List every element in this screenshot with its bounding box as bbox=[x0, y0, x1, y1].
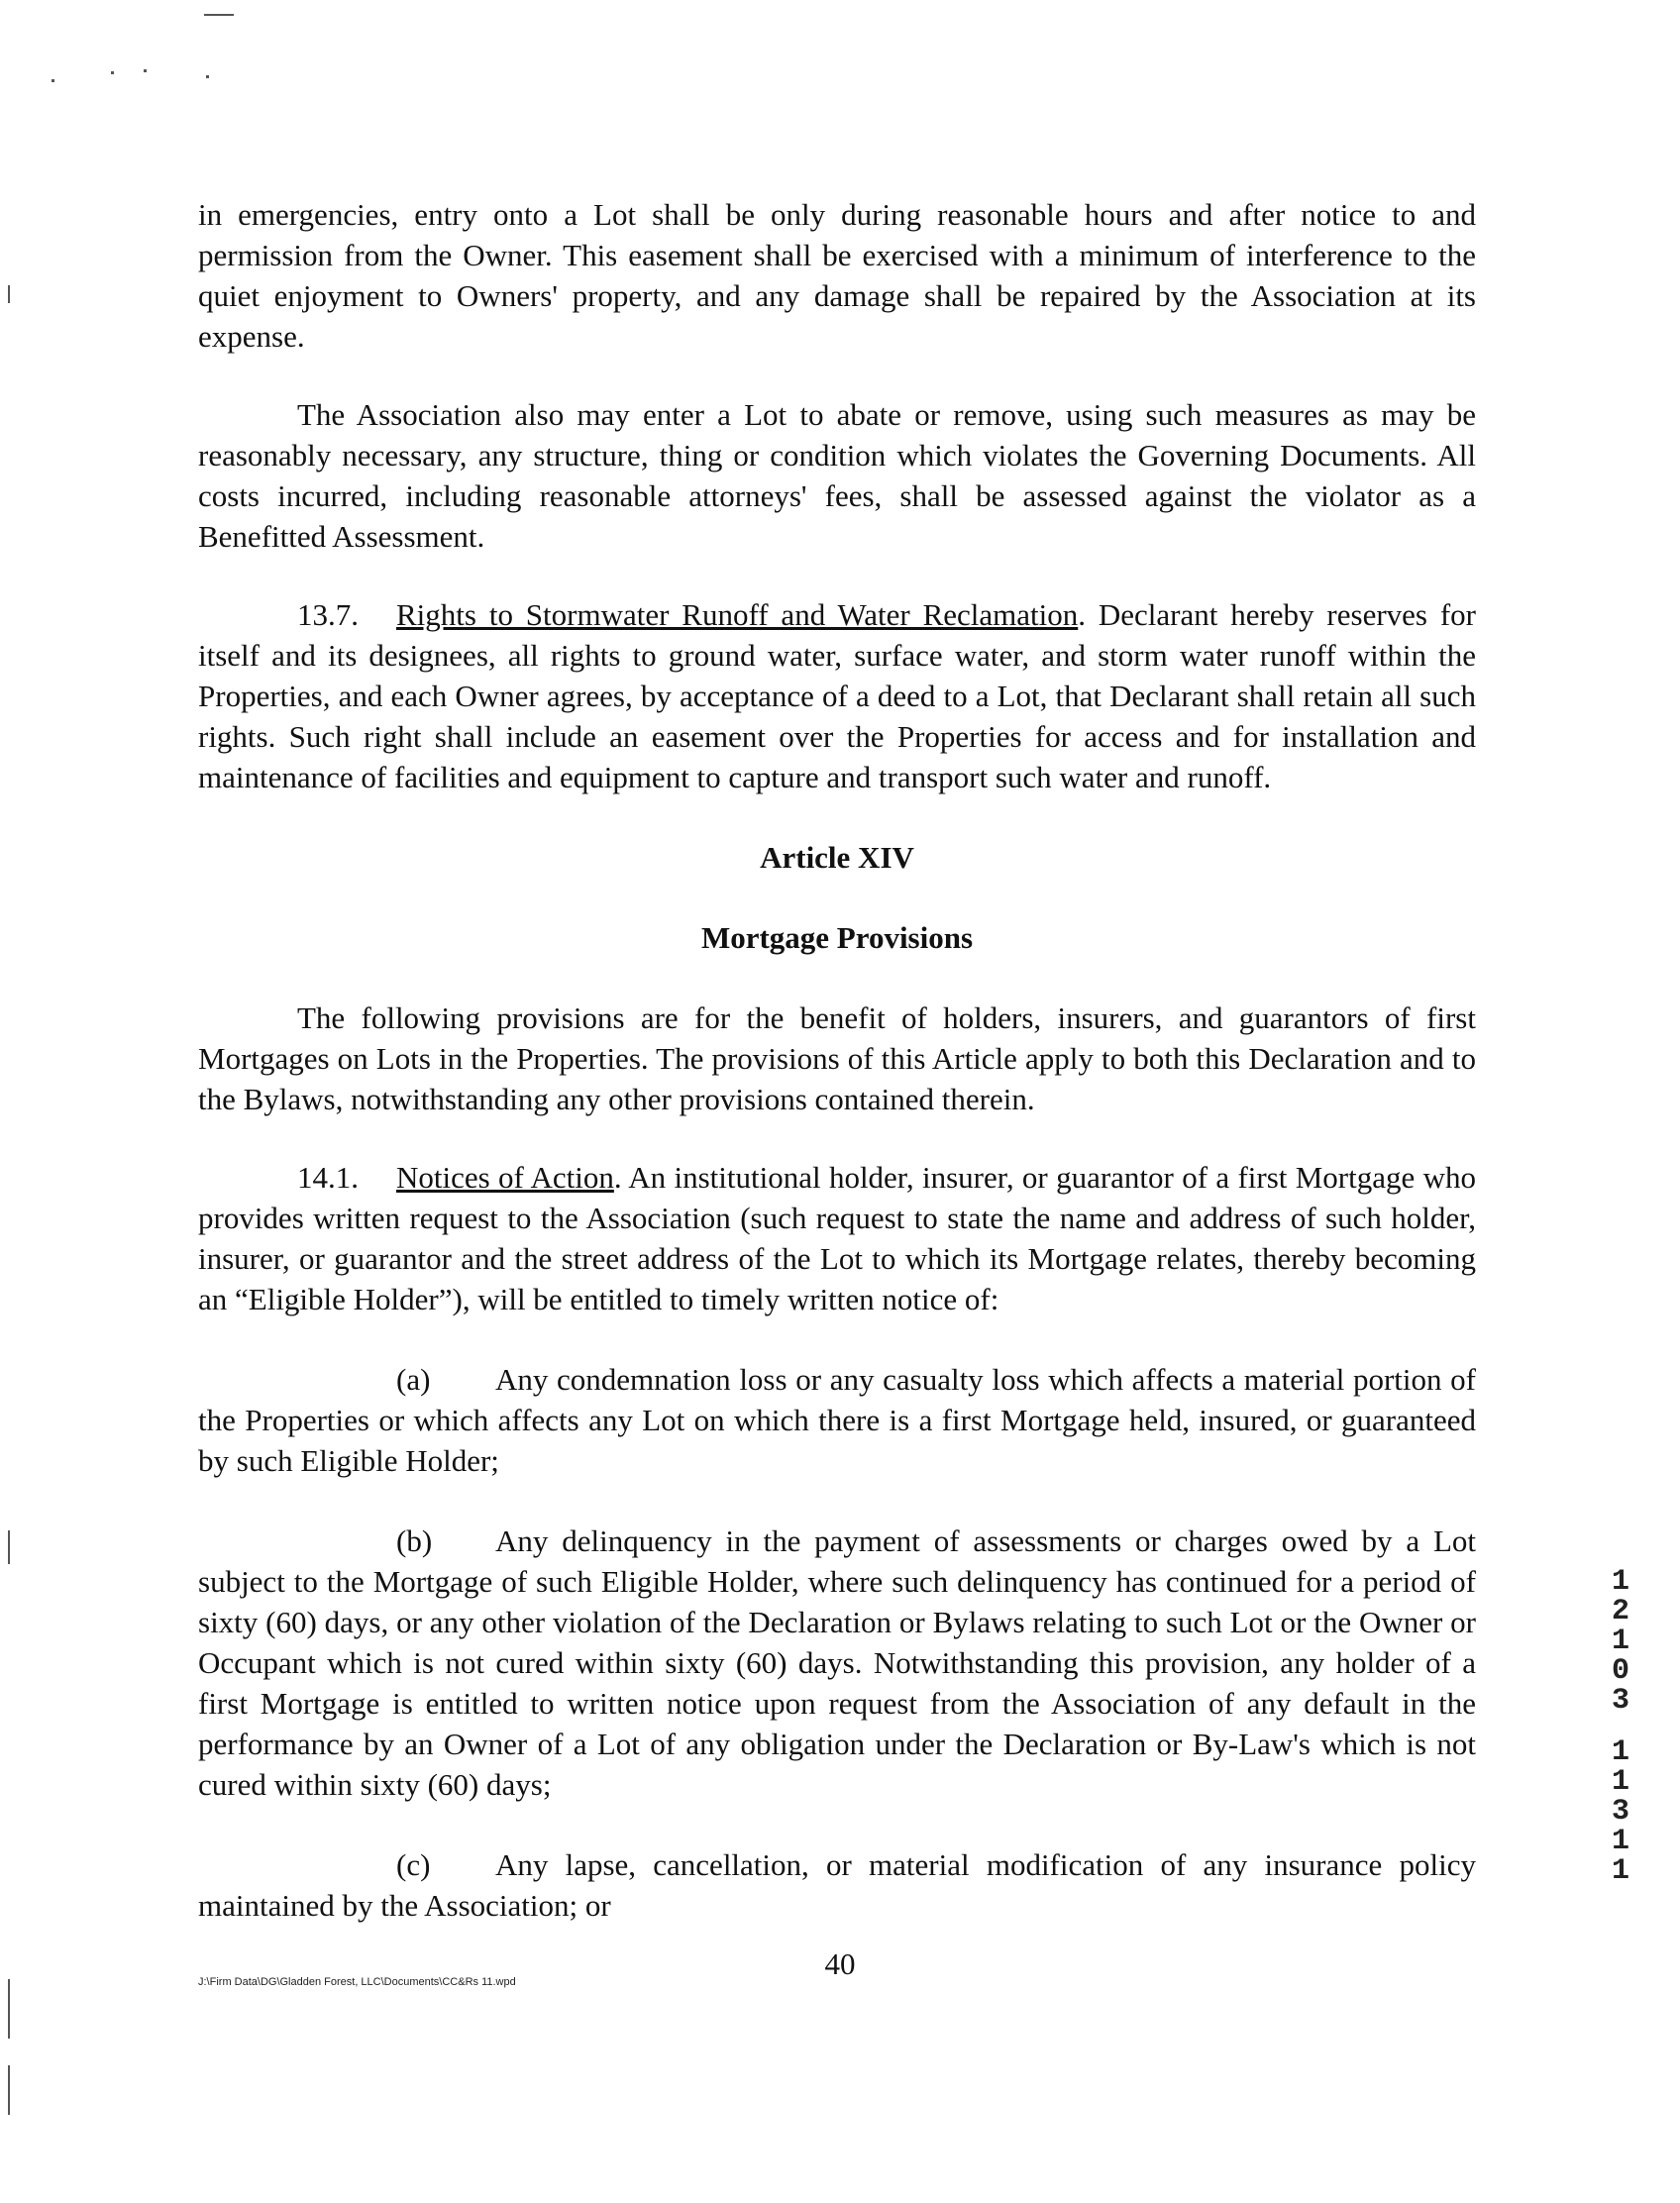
section-title: Notices of Action bbox=[396, 1160, 614, 1195]
recording-digit: 2 bbox=[1611, 1595, 1629, 1628]
recording-digit: 1 bbox=[1611, 1735, 1629, 1769]
scan-mark bbox=[144, 69, 147, 72]
section-title: Rights to Stormwater Runoff and Water Reclamation bbox=[396, 597, 1079, 632]
page-number: 40 bbox=[824, 1946, 856, 1981]
scan-mark bbox=[52, 79, 54, 82]
scan-mark bbox=[204, 14, 234, 16]
recording-digit: 1 bbox=[1611, 1565, 1629, 1599]
section-13-7 bbox=[198, 594, 1476, 797]
recording-digit: 1 bbox=[1611, 1854, 1629, 1888]
subsection-b bbox=[198, 1521, 1476, 1805]
scan-mark bbox=[8, 285, 10, 303]
subsection-label: (a) bbox=[396, 1362, 431, 1397]
subsection-text: Any delinquency in the payment of assessments or charges owed by a Lot subject to the Mortgage of such Eligible Holder, where such delinquency has continued for a period of sixty (60) days, or any other violation of the Declaration or Bylaws relating to such Lot or the Owner or Occupant which is not cured within sixty (60) days. Notwithstanding this provision, any holder of a first Mortgage is entitled to written notice upon request from the Association of any default in the performance by an Owner of a Lot of any obligation under the Declaration or By-Law's which is not cured within sixty (60) days; bbox=[198, 1523, 1476, 1802]
paragraph-easement-entry: in emergencies, entry onto a Lot shall be only during reasonable hours and after notice to and permission from the Owner. This easement shall be exercised with a minimum of interference to the quiet enjoyment to Owners' property, and any damage shall be repaired by the Association at its expense. bbox=[198, 197, 1476, 354]
footer-file-path: J:\Firm Data\DG\Gladden Forest, LLC\Documents\CC&Rs 11.wpd bbox=[198, 1976, 516, 1988]
recording-number-stamp bbox=[1603, 1567, 1638, 1886]
subsection-c bbox=[198, 1844, 1476, 1926]
subsection-label: (c) bbox=[396, 1847, 431, 1882]
scan-mark bbox=[8, 2065, 10, 2115]
subsection-a bbox=[198, 1359, 1476, 1481]
recording-digit: 1 bbox=[1611, 1765, 1629, 1799]
subsection-label: (b) bbox=[396, 1523, 433, 1558]
recording-digit: 1 bbox=[1611, 1825, 1629, 1858]
paragraph-article-intro: The following provisions are for the benefit of holders, insurers, and guarantors of first Mortgages on Lots in the Properties. The provisions of this Article apply to both this Declaration and to the Bylaws, notwithstanding any other provisions contained therein. bbox=[198, 1000, 1476, 1116]
scan-mark bbox=[206, 75, 209, 78]
scan-mark bbox=[8, 1530, 10, 1564]
recording-digit: 1 bbox=[1611, 1625, 1629, 1658]
article-subheading: Mortgage Provisions bbox=[700, 920, 974, 955]
recording-digit: 3 bbox=[1611, 1795, 1629, 1829]
recording-digit: 3 bbox=[1611, 1684, 1629, 1718]
subsection-text: Any condemnation loss or any casualty loss which affects a material portion of the Properties or which affects any Lot on which there is a first Mortgage held, insured, or guaranteed by such Eligible Holder; bbox=[198, 1362, 1476, 1478]
article-heading: Article XIV bbox=[760, 840, 914, 875]
document-body bbox=[198, 194, 1476, 1926]
scan-mark bbox=[111, 71, 114, 74]
section-text: . An institutional holder, insurer, or guarantor of a first Mortgage who provides written request to the Association (such request to state the name and address of such holder, insurer, or guarantor and the street address of the Lot to which its Mortgage relates, thereby becoming an “Eligible Holder”), will be entitled to timely written notice of: bbox=[198, 1160, 1476, 1316]
section-14-1 bbox=[198, 1157, 1476, 1319]
section-number: 14.1. bbox=[297, 1160, 359, 1195]
recording-digit: 0 bbox=[1611, 1654, 1629, 1688]
paragraph-abatement: The Association also may enter a Lot to abate or remove, using such measures as may be reasonably necessary, any structure, thing or condition which violates the Governing Documents. All costs incurred, including reasonable attorneys' fees, shall be assessed against the violator as a Benefitted Assessment. bbox=[198, 397, 1476, 554]
section-number: 13.7. bbox=[297, 597, 359, 632]
subsection-text: Any lapse, cancellation, or material modification of any insurance policy maintained by the Association; or bbox=[198, 1847, 1476, 1923]
section-text: . Declarant hereby reserves for itself and its designees, all rights to ground water, surface water, and storm water runoff within the Properties, and each Owner agrees, by acceptance of a deed to a Lot, that Declarant shall retain all such rights. Such right shall include an easement over the Properties for access and for installation and maintenance of facilities and equipment to capture and transport such water and runoff. bbox=[198, 597, 1476, 794]
scan-mark bbox=[8, 1979, 10, 2039]
